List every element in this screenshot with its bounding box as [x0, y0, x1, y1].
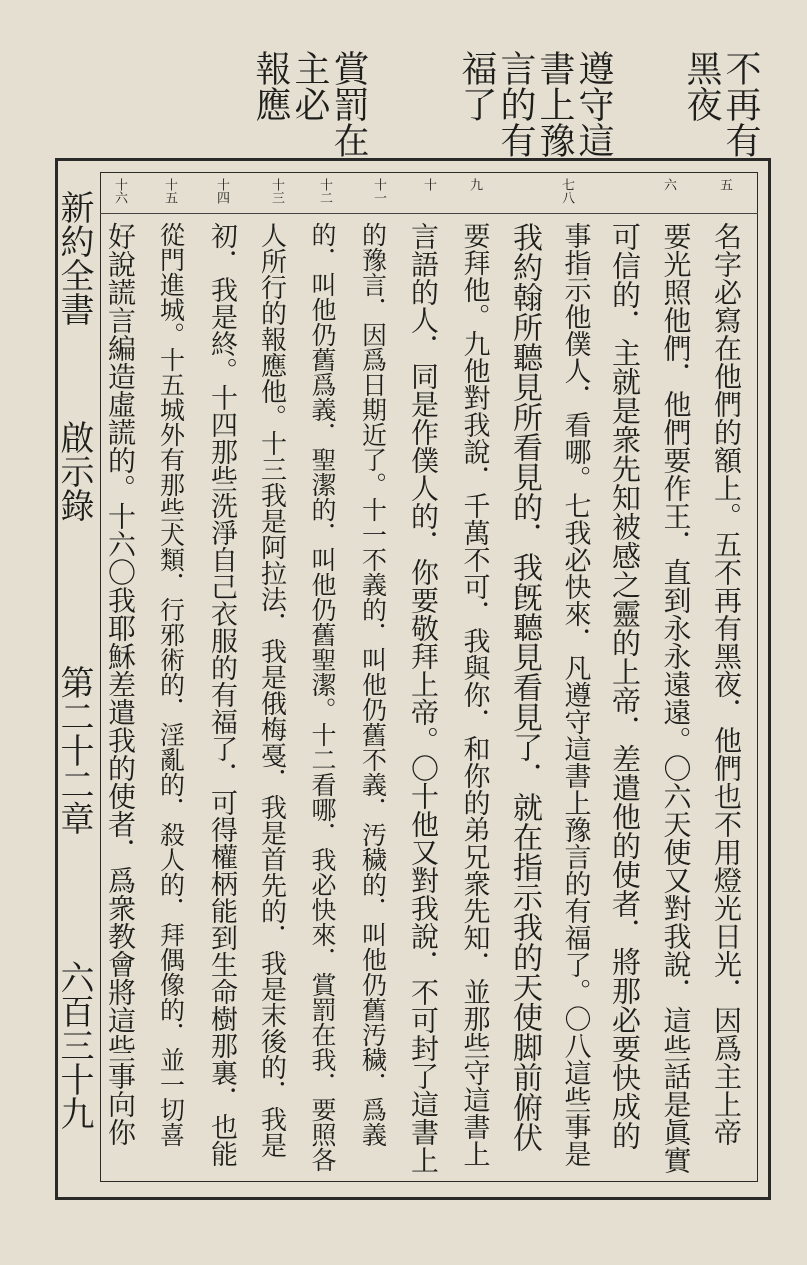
headnote-col-7: 賞罰在 — [328, 50, 369, 158]
verse-number: 十四 — [214, 178, 229, 204]
text-column: 可信的．主就是衆先知被感之靈的上帝．差遣他的使者．將那必要快成的 — [608, 222, 642, 1150]
text-column: 要拜他。九他對我說．千萬不可．我與你．和你的弟兄衆先知．並那些守這書上 — [458, 222, 490, 1167]
verse-number: 五 — [717, 178, 732, 191]
verse-number: 九 — [467, 178, 482, 191]
text-column: 初．我是終。十四那些洗淨自己衣服的有福了．可得權柄能到生命樹那裏．也能 — [206, 222, 237, 1167]
text-column: 好說謊言編造虛謊的。十六〇我耶穌差遣我的使者．爲衆教會將這些事向你 — [104, 222, 137, 1146]
text-column: 我約翰所聽見所看見的．我旣聽見看見了．就在指示我的天使脚前俯伏 — [507, 222, 542, 1152]
verse-number: 七八 — [559, 178, 574, 204]
text-column: 的．叫他仍舊爲義．聖潔的．叫他仍舊聖潔。十二看哪．我必快來．賞罰在我．要照各 — [308, 222, 337, 1172]
chapter-label: 第二十二章 — [54, 665, 94, 835]
headnote-col-8: 主必 — [289, 50, 330, 122]
headnote-col-4: 書上豫 — [534, 50, 575, 158]
headnote-col-9: 報應 — [250, 50, 291, 122]
headnote-col-3: 遵守這 — [573, 50, 614, 158]
book-name: 啟示錄 — [54, 420, 94, 522]
text-column: 言語的人．同是作僕人的．你要敬拜上帝。〇十他又對我說．不可封了這書上 — [407, 222, 440, 1174]
headnote-col-2: 黑夜 — [681, 50, 722, 122]
text-column: 的豫言．因爲日期近了。十一不義的．叫他仍舊不義．汚穢的．叫他仍舊汚穢．爲義 — [358, 222, 388, 1147]
headnote-col-6: 福了 — [456, 50, 497, 122]
text-column: 從門進城。十五城外有那些犬類．行邪術的．淫亂的．殺人的．拜偶像的．並一切喜 — [156, 222, 186, 1147]
headnote-col-1: 不再有 — [720, 50, 761, 158]
verse-number-rule — [100, 213, 758, 214]
verse-number: 十二 — [317, 178, 332, 204]
verse-number: 十三 — [269, 178, 284, 204]
headnote-col-5: 言的有 — [495, 50, 536, 158]
verse-number: 十 — [421, 178, 436, 191]
text-column: 要光照他們．他們要作王．直到永永遠遠。〇六天使又對我說．這些話是眞實 — [659, 222, 693, 1174]
text-column: 人所行的報應他。十三我是阿拉法．我是俄梅戞．我是首先的．我是末後的．我是 — [256, 222, 287, 1158]
verse-number: 六 — [661, 178, 676, 191]
book-title: 新約全書 — [54, 190, 94, 326]
page-number: 六百三十九 — [54, 960, 94, 1130]
verse-number: 十五 — [162, 178, 177, 204]
verse-number: 十一 — [371, 178, 386, 204]
text-column: 事指示他僕人．看哪。七我必快來．凡遵守這書上豫言的有福了。〇八這些事是 — [559, 222, 591, 1167]
verse-number: 十六 — [112, 178, 127, 204]
text-column: 名字必寫在他們的額上。五不再有黑夜．他們也不用燈光日光．因爲主上帝 — [710, 222, 743, 1146]
